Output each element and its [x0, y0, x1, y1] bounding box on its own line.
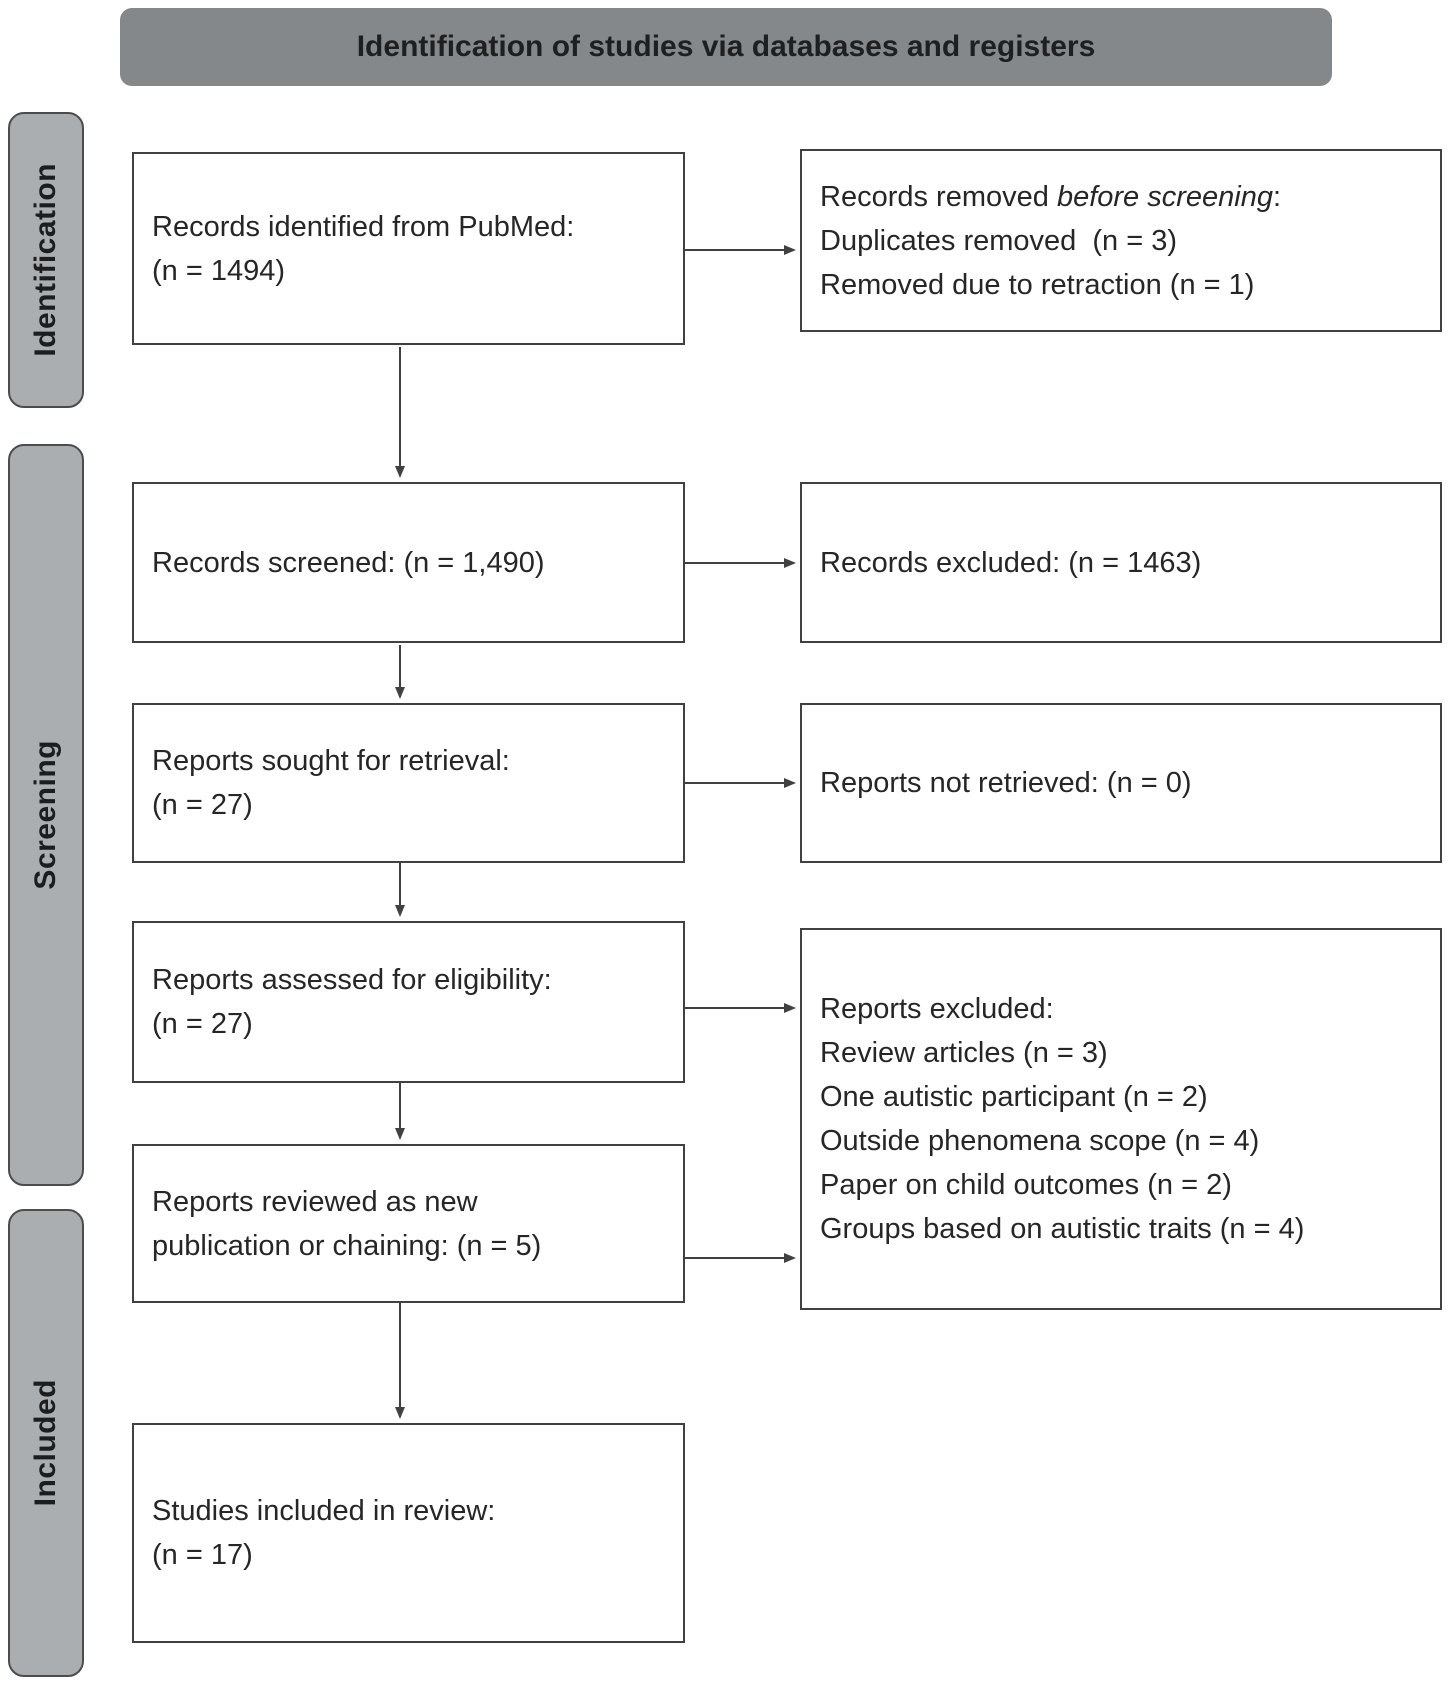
box-text-line: Reports not retrieved: (n = 0) — [820, 767, 1192, 799]
box-text-line: (n = 27) — [152, 789, 253, 821]
box-text-line: Reports excluded: — [820, 993, 1054, 1025]
stage-tab-identification — [8, 112, 84, 408]
box-text-line: Records identified from PubMed: — [152, 210, 575, 243]
diagram-title: Identification of studies via databases and registers — [356, 30, 1096, 63]
box-records-screened — [132, 482, 685, 643]
stage-tab-included — [8, 1209, 84, 1677]
box-reports-sought — [132, 703, 685, 863]
box-text-line: Studies included in review: — [152, 1495, 496, 1527]
box-text-line: Records screened: (n = 1,490) — [152, 546, 545, 579]
diagram-title-banner — [120, 8, 1332, 86]
box-reports-assessed — [132, 921, 685, 1083]
box-text-segment: : — [1272, 180, 1282, 213]
box-text-line: Duplicates removed (n = 3) — [820, 224, 1178, 257]
box-reports-reviewed — [132, 1144, 685, 1303]
box-text-line: Removed due to retraction (n = 1) — [820, 268, 1255, 301]
box-text-line: (n = 1494) — [152, 254, 286, 287]
box-text-line: Outside phenomena scope (n = 4) — [820, 1125, 1260, 1157]
box-text-line: Paper on child outcomes (n = 2) — [820, 1169, 1232, 1201]
box-text-line: Reports assessed for eligibility: — [152, 964, 552, 996]
stage-label-included: Included — [29, 1379, 62, 1507]
box-text-segment-italic: before screening — [1056, 180, 1273, 213]
box-records-identified — [132, 152, 685, 345]
box-text-line: Reports reviewed as new — [152, 1185, 478, 1218]
box-text-line: publication or chaining: (n = 5) — [152, 1229, 542, 1262]
stage-label-screening: Screening — [29, 740, 62, 890]
box-text-line: Review articles (n = 3) — [820, 1037, 1108, 1069]
box-text-line: One autistic participant (n = 2) — [820, 1081, 1208, 1113]
box-text-segment: Records removed — [820, 180, 1057, 213]
box-text-line: Groups based on autistic traits (n = 4) — [820, 1213, 1305, 1245]
box-text-line: (n = 27) — [152, 1008, 253, 1040]
stage-label-identification: Identification — [29, 163, 62, 357]
box-text-line: Records excluded: (n = 1463) — [820, 546, 1202, 579]
box-reports-not-retrieved — [800, 703, 1442, 863]
box-records-removed — [800, 149, 1442, 332]
box-studies-included — [132, 1423, 685, 1643]
box-text-line — [820, 175, 1430, 219]
box-reports-excluded — [800, 928, 1442, 1310]
box-records-excluded — [800, 482, 1442, 643]
box-text-line: Reports sought for retrieval: — [152, 745, 510, 777]
stage-tab-screening — [8, 444, 84, 1186]
box-text-line: (n = 17) — [152, 1539, 253, 1571]
